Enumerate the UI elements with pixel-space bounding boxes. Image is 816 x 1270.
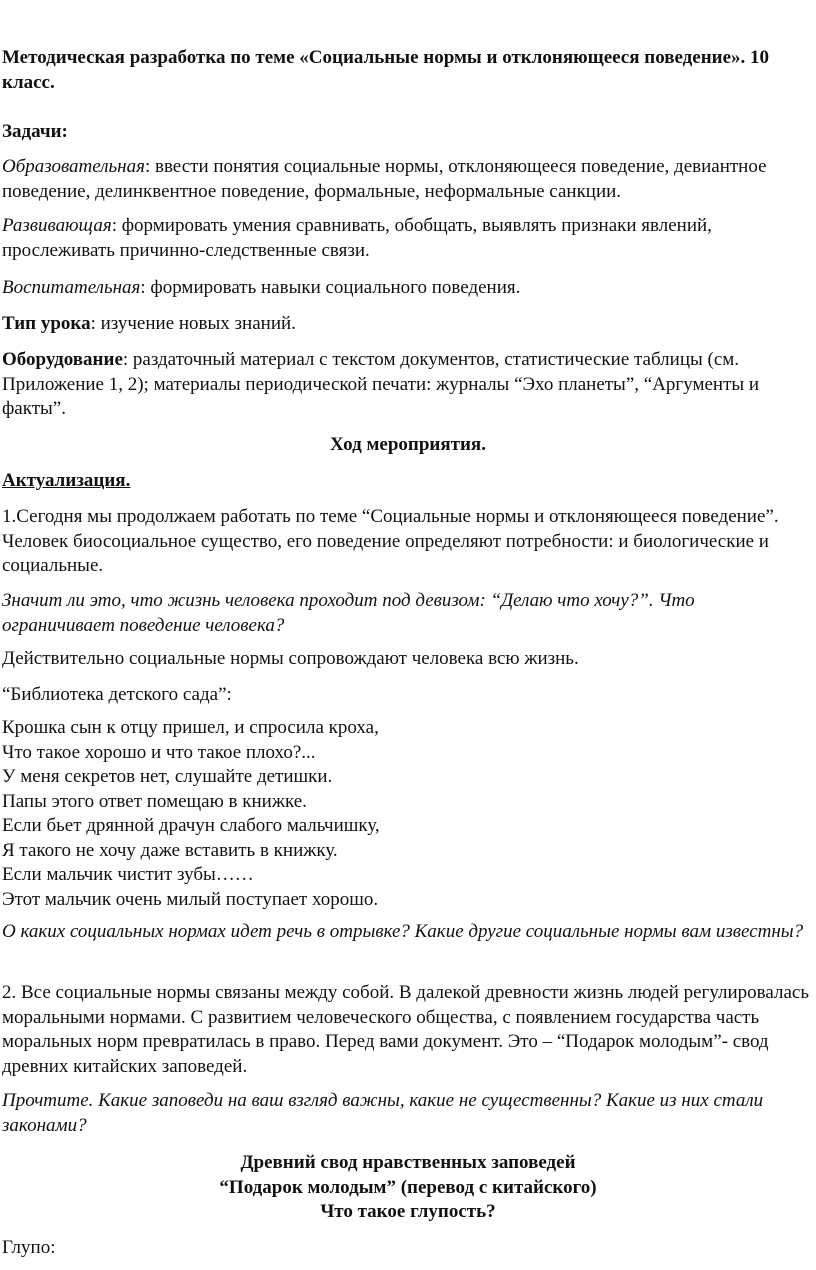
poem-line: Что такое хорошо и что такое плохо?... <box>2 741 316 763</box>
stupid-label: Глупо: <box>2 1237 56 1258</box>
poem-line: Если бьет дрянной драчун слабого мальчишку, <box>2 815 380 836</box>
code-heading-line: Древний свод нравственных заповедей <box>240 1152 576 1173</box>
objective-label: Образовательная <box>2 156 145 177</box>
actualization-heading: Актуализация. <box>2 470 131 491</box>
poem-line: Папы этого ответ помещаю в книжке. <box>2 790 307 812</box>
lesson-type-label: Тип урока <box>2 313 91 334</box>
objective-text: : формировать навыки социального поведения. <box>140 277 521 298</box>
question-motto: Значит ли это, что жизнь человека проходит под девизом: “Делаю что хочу?”. Что ограничивает поведение человека? <box>2 590 695 636</box>
poem-line: Этот мальчик очень милый поступает хорошо. <box>2 888 379 910</box>
poem <box>2 716 810 912</box>
equipment <box>2 348 810 422</box>
code-heading <box>0 1151 816 1225</box>
equipment-label: Оборудование <box>2 349 123 370</box>
library-caption: “Библиотека детского сада”: <box>2 684 232 705</box>
lesson-type <box>2 312 810 337</box>
objective-upbringing <box>2 276 810 301</box>
question-norms: О каких социальных нормах идет речь в отрывке? Какие другие социальные нормы вам известны? <box>2 921 804 942</box>
equipment-text: : раздаточный материал с текстом документов, статистические таблицы (см. Приложение 1, 2); материалы периодической печати: журналы “Эхо планеты”, “Аргументы и факты”. <box>2 349 760 419</box>
poem-line: Крошка сын к отцу пришел, и спросила кроха, <box>2 717 379 738</box>
paragraph-history: 2. Все социальные нормы связаны между собой. В далекой древности жизнь людей регулировалась моральными нормами. С развитием человеческого общества, с появлением государства часть моральных норм превратилась в право. Перед вами документ. Это – “Подарок молодым”- свод древних китайских заповедей. <box>2 982 809 1077</box>
paragraph-norms: Действительно социальные нормы сопровождают человека всю жизнь. <box>2 648 579 669</box>
tasks-heading: Задачи: <box>2 121 68 142</box>
objective-label: Развивающая <box>2 215 112 236</box>
poem-line: Если мальчик чистит зубы…… <box>2 864 254 885</box>
code-heading-line: Что такое глупость? <box>320 1201 496 1222</box>
poem-line: У меня секретов нет, слушайте детишки. <box>2 766 333 787</box>
paragraph-intro: 1.Сегодня мы продолжаем работать по теме “Социальные нормы и отклоняющееся поведение”. Человек биосоциальное существо, его поведение определяют потребности: и биологические и социальные. <box>2 506 779 576</box>
objective-developing <box>2 214 810 263</box>
objective-text: : формировать умения сравнивать, обобщать, выявлять признаки явлений, прослеживать причинно-следственные связи. <box>2 215 712 261</box>
event-heading: Ход мероприятия. <box>330 434 486 455</box>
code-heading-line: “Подарок молодым” (перевод с китайского) <box>219 1176 597 1198</box>
objective-text: : ввести понятия социальные нормы, отклоняющееся поведение, девиантное поведение, делинквентное поведение, формальные, неформальные санкции. <box>2 156 767 202</box>
question-commandments: Прочтите. Какие заповеди на ваш взгляд важны, какие не существенны? Какие из них стали законами? <box>2 1090 764 1136</box>
objective-label: Воспитательная <box>2 277 141 298</box>
poem-line: Я такого не хочу даже вставить в книжку. <box>2 839 338 861</box>
document-title: Методическая разработка по теме «Социальные нормы и отклоняющееся поведение». 10 класс. <box>2 47 770 93</box>
lesson-type-text: : изучение новых знаний. <box>90 313 296 334</box>
objective-educational <box>2 155 810 204</box>
